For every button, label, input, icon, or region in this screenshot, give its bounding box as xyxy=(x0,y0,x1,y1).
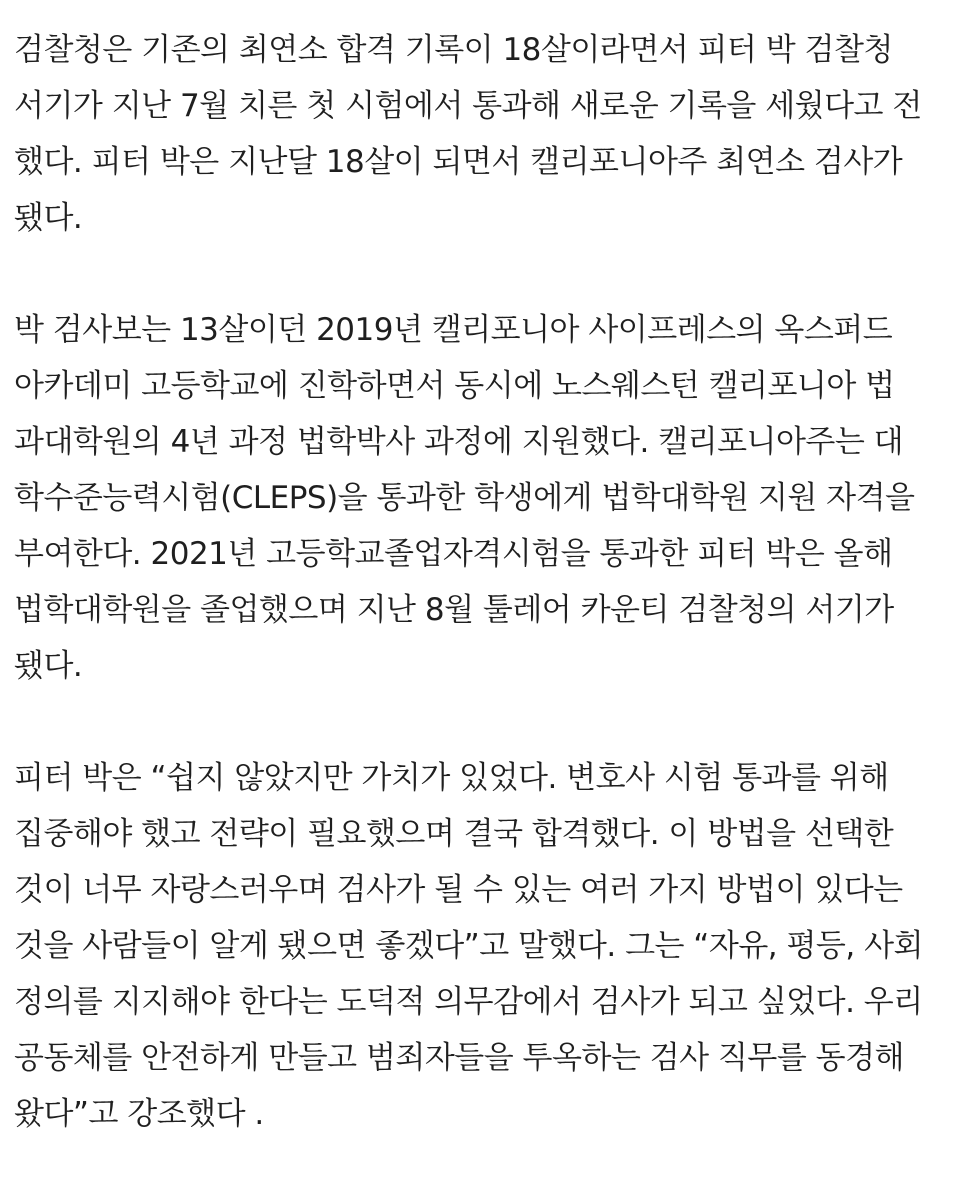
text-line: 서기가 지난 7월 치른 첫 시험에서 통과해 새로운 기록을 세웠다고 전 xyxy=(14,88,922,124)
text-line: 집중해야 했고 전략이 필요했으며 결국 합격했다. 이 방법을 선택한 xyxy=(14,816,894,852)
text-line: 됐다. xyxy=(14,200,83,236)
text-line: 정의를 지지해야 한다는 도덕적 의무감에서 검사가 되고 싶었다. 우리 xyxy=(14,984,923,1020)
paragraph-2 xyxy=(14,302,960,694)
article-body xyxy=(14,22,960,1142)
text-line: 피터 박은 “쉽지 않았지만 가치가 있었다. 변호사 시험 통과를 위해 xyxy=(14,760,889,796)
text-line: 것을 사람들이 알게 됐으면 좋겠다”고 말했다. 그는 “자유, 평등, 사회 xyxy=(14,928,923,964)
paragraph-3 xyxy=(14,750,960,1142)
text-line: 공동체를 안전하게 만들고 범죄자들을 투옥하는 검사 직무를 동경해 xyxy=(14,1040,904,1076)
paragraph-1 xyxy=(14,22,960,246)
text-line: 것이 너무 자랑스러우며 검사가 될 수 있는 여러 가지 방법이 있다는 xyxy=(14,872,903,908)
text-line: 됐다. xyxy=(14,648,83,684)
text-line: 법학대학원을 졸업했으며 지난 8월 툴레어 카운티 검찰청의 서기가 xyxy=(14,592,894,628)
text-line: 검찰청은 기존의 최연소 합격 기록이 18살이라면서 피터 박 검찰청 xyxy=(14,32,893,68)
text-line: 박 검사보는 13살이던 2019년 캘리포니아 사이프레스의 옥스퍼드 xyxy=(14,312,893,348)
text-line: 부여한다. 2021년 고등학교졸업자격시험을 통과한 피터 박은 올해 xyxy=(14,536,893,572)
text-line: 왔다”고 강조했다 . xyxy=(14,1096,264,1132)
text-line: 아카데미 고등학교에 진학하면서 동시에 노스웨스턴 캘리포니아 법 xyxy=(14,368,895,404)
text-line: 학수준능력시험(CLEPS)을 통과한 학생에게 법학대학원 지원 자격을 xyxy=(14,480,915,516)
text-line: 했다. 피터 박은 지난달 18살이 되면서 캘리포니아주 최연소 검사가 xyxy=(14,144,903,180)
text-line: 과대학원의 4년 과정 법학박사 과정에 지원했다. 캘리포니아주는 대 xyxy=(14,424,904,460)
